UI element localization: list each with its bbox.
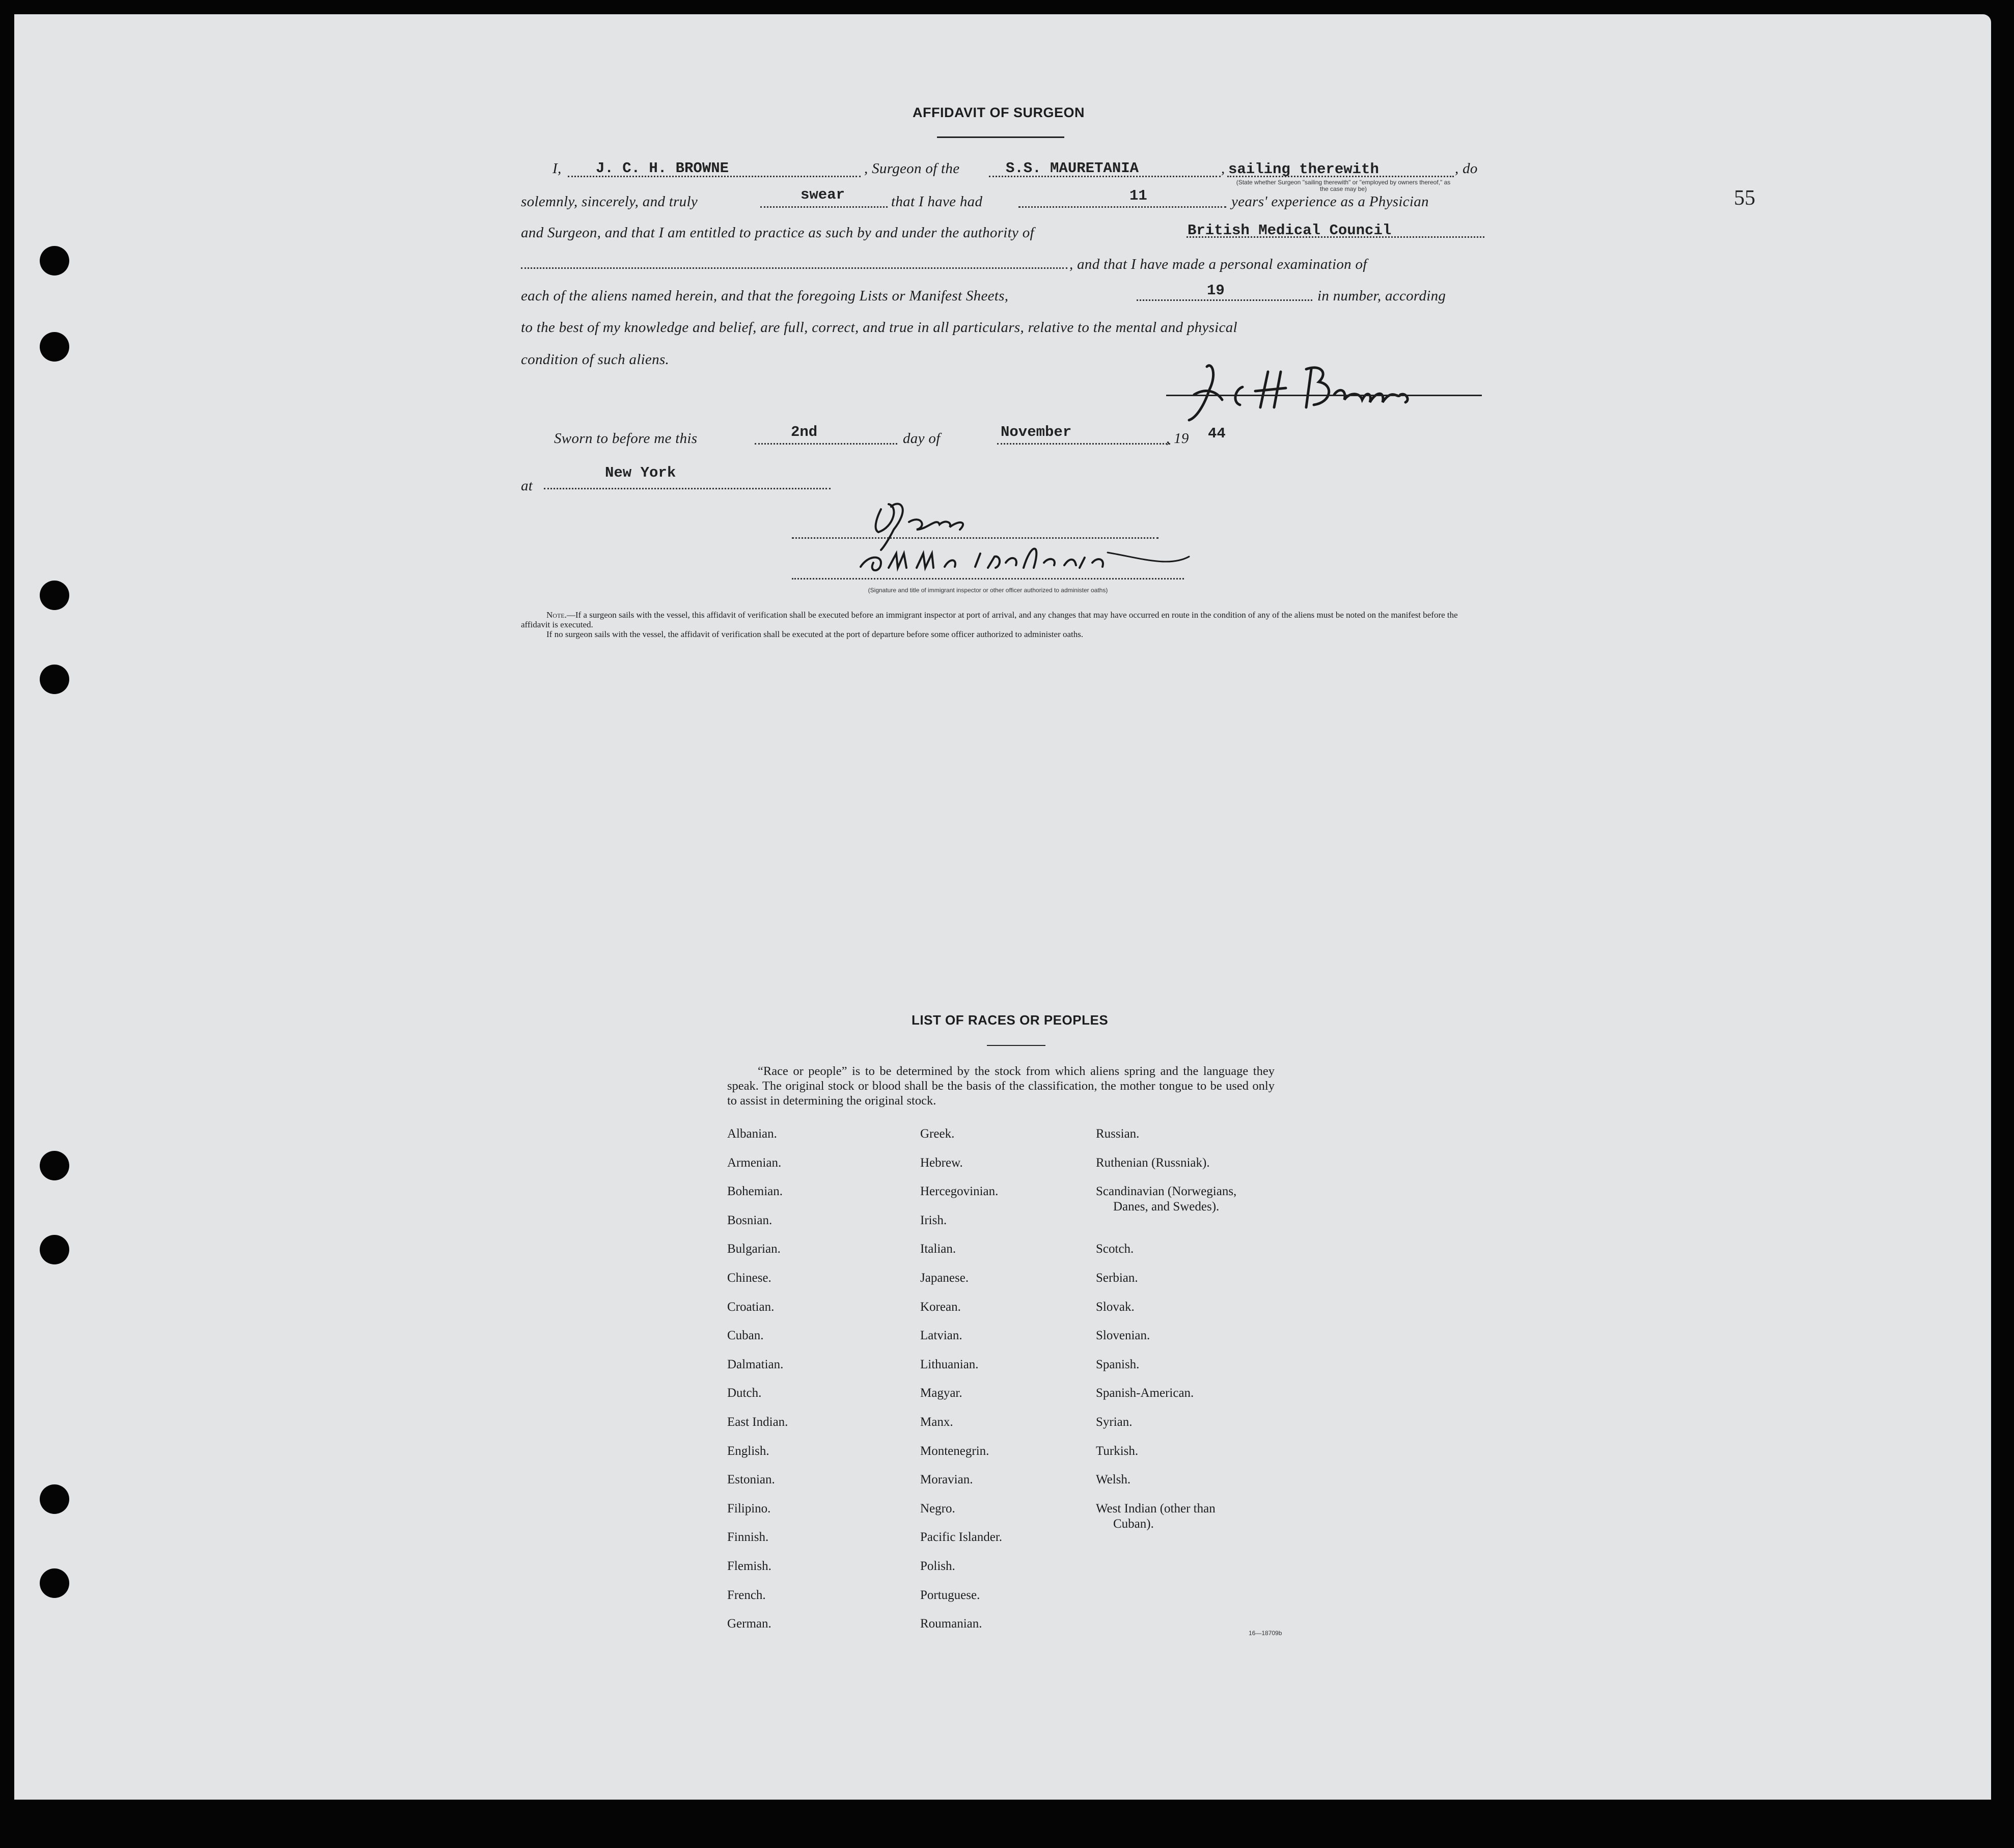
race-item: Pacific Islander. bbox=[920, 1530, 1003, 1544]
race-item: West Indian (other than bbox=[1096, 1502, 1216, 1515]
punch-hole bbox=[40, 1151, 69, 1180]
races-title: LIST OF RACES OR PEOPLES bbox=[912, 1012, 1109, 1028]
form-number: 16—18709b bbox=[1249, 1630, 1282, 1637]
line3-text: and Surgeon, and that I am entitled to practice as such by and under the authority of bbox=[521, 225, 1034, 241]
race-item: Italian. bbox=[920, 1242, 956, 1256]
line1-text: , bbox=[1221, 160, 1225, 177]
race-item: Bohemian. bbox=[727, 1184, 783, 1198]
field-line bbox=[1187, 236, 1484, 238]
race-item: Moravian. bbox=[920, 1473, 973, 1486]
race-item: Cuban). bbox=[1113, 1517, 1154, 1531]
note-label: Note. bbox=[546, 610, 567, 620]
status-instruction: (State whether Surgeon "sailing therewith" or "employed by owners thereof," as the case may be) bbox=[1236, 179, 1451, 192]
field-line bbox=[1227, 176, 1454, 177]
line1-text: , Surgeon of the bbox=[864, 160, 960, 177]
field-line bbox=[521, 267, 1067, 269]
field-line bbox=[568, 176, 861, 177]
line5-text: each of the aliens named herein, and that the foregoing Lists or Manifest Sheets, bbox=[521, 288, 1009, 304]
field-line bbox=[997, 443, 1170, 445]
race-item: Spanish. bbox=[1096, 1358, 1140, 1371]
race-item: Ruthenian (Russniak). bbox=[1096, 1156, 1210, 1170]
surgeon-name-field: J. C. H. BROWNE bbox=[596, 160, 729, 177]
place-field: New York bbox=[605, 464, 676, 481]
race-item: Japanese. bbox=[920, 1271, 969, 1285]
race-item: Danes, and Swedes). bbox=[1113, 1200, 1220, 1213]
race-item: Slovak. bbox=[1096, 1300, 1135, 1314]
punch-hole bbox=[40, 1484, 69, 1514]
sheets-count-field: 19 bbox=[1207, 282, 1225, 299]
race-item: Syrian. bbox=[1096, 1415, 1133, 1429]
punch-hole bbox=[40, 1235, 69, 1264]
race-item: Serbian. bbox=[1096, 1271, 1138, 1285]
race-item: Portuguese. bbox=[920, 1588, 980, 1602]
race-item: French. bbox=[727, 1588, 766, 1602]
race-item: Flemish. bbox=[727, 1559, 771, 1573]
line2-text: years' experience as a Physician bbox=[1231, 194, 1429, 210]
race-item: Roumanian. bbox=[920, 1617, 982, 1631]
sworn-day-field: 2nd bbox=[791, 424, 818, 440]
punch-hole bbox=[40, 1568, 69, 1598]
field-line bbox=[989, 176, 1221, 177]
race-item: Dutch. bbox=[727, 1386, 762, 1400]
race-item: Hebrew. bbox=[920, 1156, 963, 1170]
line6-text: to the best of my knowledge and belief, are full, correct, and true in all particulars, relative to the mental and physical bbox=[521, 319, 1237, 336]
race-item: Turkish. bbox=[1096, 1444, 1139, 1458]
race-item: German. bbox=[727, 1617, 771, 1631]
race-item: Polish. bbox=[920, 1559, 955, 1573]
field-line bbox=[1018, 206, 1226, 208]
surgeon-signature bbox=[1166, 351, 1482, 428]
race-item: Croatian. bbox=[727, 1300, 775, 1314]
line4-text: , and that I have made a personal examination of bbox=[1069, 256, 1367, 272]
signature-line bbox=[1166, 395, 1482, 396]
race-item: Filipino. bbox=[727, 1502, 771, 1515]
punch-hole bbox=[40, 581, 69, 610]
race-item: Irish. bbox=[920, 1213, 947, 1227]
race-item: Chinese. bbox=[727, 1271, 771, 1285]
punch-hole bbox=[40, 665, 69, 694]
sworn-text: Sworn to before me this bbox=[554, 430, 698, 447]
line2-text: that I have had bbox=[891, 194, 983, 210]
authority-field: British Medical Council bbox=[1188, 222, 1392, 239]
note-text-1: —If a surgeon sails with the vessel, this affidavit of verification shall be executed before an immigrant inspector at port of arrival, and any changes that may have occurred en route in the condition of any of the aliens must be noted on the manifest before the affidavit is executed. bbox=[521, 610, 1458, 629]
race-item: Korean. bbox=[920, 1300, 961, 1314]
at-text: at bbox=[521, 478, 533, 494]
race-item: Lithuanian. bbox=[920, 1358, 979, 1371]
race-item: Scotch. bbox=[1096, 1242, 1134, 1256]
title-underline bbox=[937, 136, 1064, 138]
race-item: Bosnian. bbox=[727, 1213, 773, 1227]
race-item: Welsh. bbox=[1096, 1473, 1131, 1486]
punch-hole bbox=[40, 332, 69, 362]
sworn-month-field: November bbox=[1001, 424, 1072, 440]
field-line bbox=[760, 206, 888, 208]
race-item: Estonian. bbox=[727, 1473, 775, 1486]
race-item: Dalmatian. bbox=[727, 1358, 784, 1371]
sworn-text: , 19 bbox=[1166, 430, 1189, 447]
race-item: Cuban. bbox=[727, 1329, 764, 1342]
line7-text: condition of such aliens. bbox=[521, 351, 670, 368]
line1-text: I, bbox=[553, 160, 562, 177]
officer-caption: (Signature and title of immigrant inspector or other officer authorized to administer oaths) bbox=[868, 587, 1108, 594]
race-item: Finnish. bbox=[727, 1530, 769, 1544]
punch-hole bbox=[40, 246, 69, 275]
document-page bbox=[14, 14, 1991, 1800]
sworn-year-field: 44 bbox=[1208, 425, 1226, 442]
race-item: Greek. bbox=[920, 1127, 955, 1141]
affidavit-title: AFFIDAVIT OF SURGEON bbox=[913, 105, 1085, 120]
field-line bbox=[755, 443, 897, 445]
signature-line bbox=[792, 578, 1184, 580]
signature-line bbox=[792, 537, 1158, 539]
line5-text: in number, according bbox=[1317, 288, 1446, 304]
race-item: English. bbox=[727, 1444, 769, 1458]
race-item: Montenegrin. bbox=[920, 1444, 989, 1458]
page-number: 55 bbox=[1734, 186, 1755, 210]
race-item: Spanish-American. bbox=[1096, 1386, 1194, 1400]
line2-text: solemnly, sincerely, and truly bbox=[521, 194, 698, 210]
note-text-2: If no surgeon sails with the vessel, the affidavit of verification shall be executed at the port of departure before some officer authorized to administer oaths. bbox=[546, 629, 1084, 639]
affidavit-note bbox=[521, 610, 1486, 639]
race-item: Negro. bbox=[920, 1502, 955, 1515]
races-intro: “Race or people” is to be determined by the stock from which aliens spring and the language they speak. The original stock or blood shall be the basis of the classification, the mother tongue to be used only to assist in determining the original stock. bbox=[727, 1064, 1275, 1108]
field-line bbox=[1137, 299, 1312, 301]
race-item: Armenian. bbox=[727, 1156, 782, 1170]
race-item: Latvian. bbox=[920, 1329, 962, 1342]
years-field: 11 bbox=[1129, 187, 1147, 204]
field-line bbox=[544, 488, 831, 489]
race-item: Albanian. bbox=[727, 1127, 777, 1141]
race-item: Bulgarian. bbox=[727, 1242, 781, 1256]
races-title-underline bbox=[987, 1045, 1045, 1046]
ship-name-field: S.S. MAURETANIA bbox=[1006, 160, 1139, 177]
race-item: Slovenian. bbox=[1096, 1329, 1150, 1342]
race-item: Magyar. bbox=[920, 1386, 962, 1400]
race-item: East Indian. bbox=[727, 1415, 788, 1429]
race-item: Scandinavian (Norwegians, bbox=[1096, 1184, 1237, 1198]
line1-text: , do bbox=[1455, 160, 1478, 177]
race-item: Hercegovinian. bbox=[920, 1184, 999, 1198]
sworn-text: day of bbox=[903, 430, 941, 447]
race-item: Manx. bbox=[920, 1415, 953, 1429]
oath-field: swear bbox=[801, 186, 845, 203]
surgeon-status-field: sailing therewith bbox=[1228, 161, 1379, 178]
race-item: Russian. bbox=[1096, 1127, 1140, 1141]
